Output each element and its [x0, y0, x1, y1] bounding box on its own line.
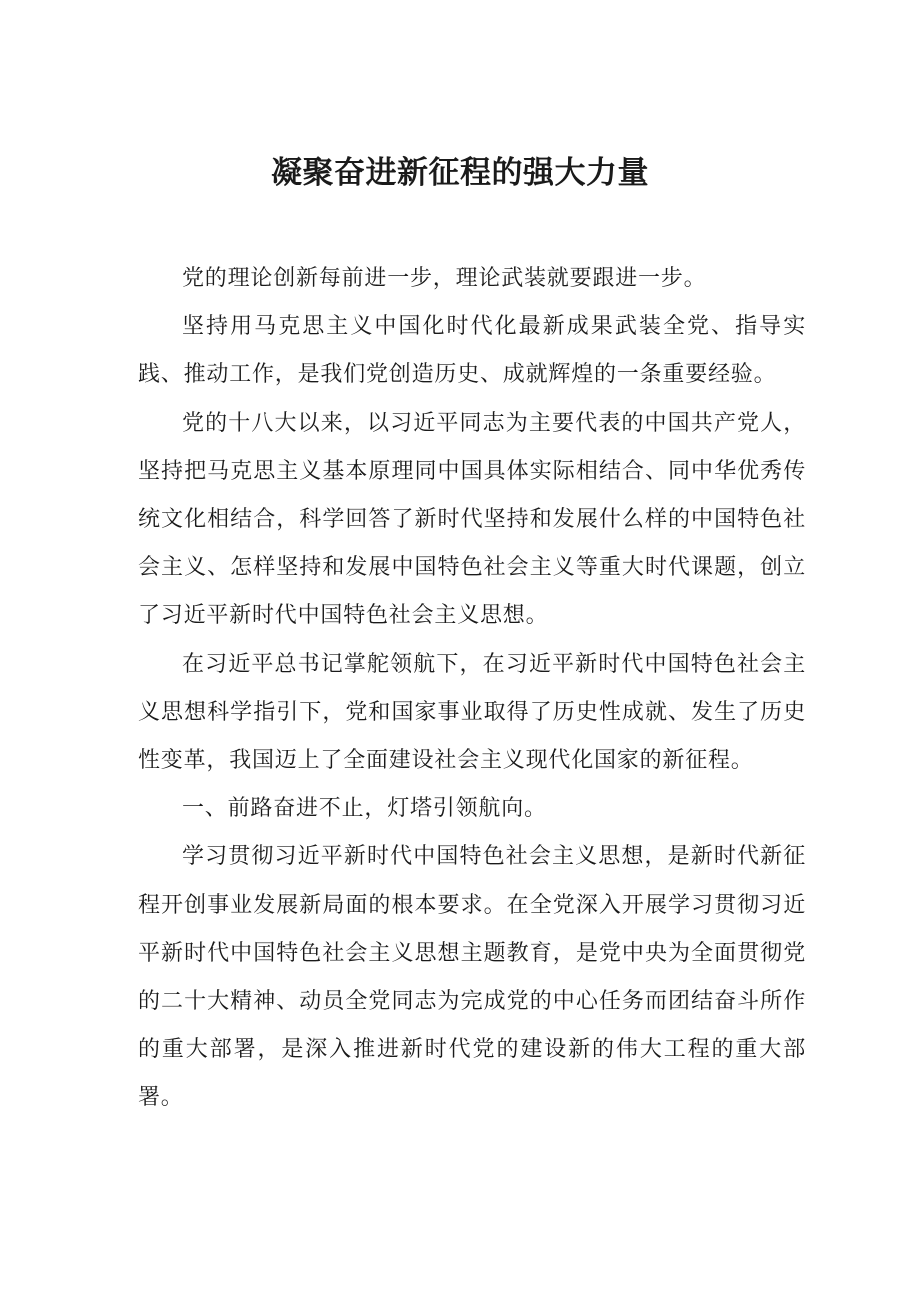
document-title: 凝聚奋进新征程的强大力量 — [271, 155, 649, 191]
paragraph-3: 党的十八大以来，以习近平同志为主要代表的中国共产党人，坚持把马克思主义基本原理同中国具体实际相结合、同中华优秀传统文化相结合，科学回答了新时代坚持和发展什么样的中国特色社会主义、怎样坚持和发展中国特色社会主义等重大时代课题，创立了习近平新时代中国特色社会主义思想。 — [138, 410, 806, 629]
paragraph-5: 学习贯彻习近平新时代中国特色社会主义思想，是新时代新征程开创事业发展新局面的根本要求。在全党深入开展学习贯彻习近平新时代中国特色社会主义思想主题教育，是党中央为全面贯彻党的二十大精神、动员全党同志为完成党的中心任务而团结奋斗所作的重大部署，是深入推进新时代党的建设新的伟大工程的重大部署。 — [138, 844, 806, 1111]
document-body — [138, 255, 806, 1123]
paragraph-2: 坚持用马克思主义中国化时代化最新成果武装全党、指导实践、推动工作，是我们党创造历史、成就辉煌的一条重要经验。 — [138, 314, 806, 388]
paragraph-4: 在习近平总书记掌舵领航下，在习近平新时代中国特色社会主义思想科学指引下，党和国家事业取得了历史性成就、发生了历史性变革，我国迈上了全面建设社会主义现代化国家的新征程。 — [138, 651, 806, 774]
paragraph-1: 党的理论创新每前进一步，理论武装就要跟进一步。 — [182, 266, 707, 291]
section-heading-1: 一、前路奋进不止，灯塔引领航向。 — [182, 796, 547, 822]
